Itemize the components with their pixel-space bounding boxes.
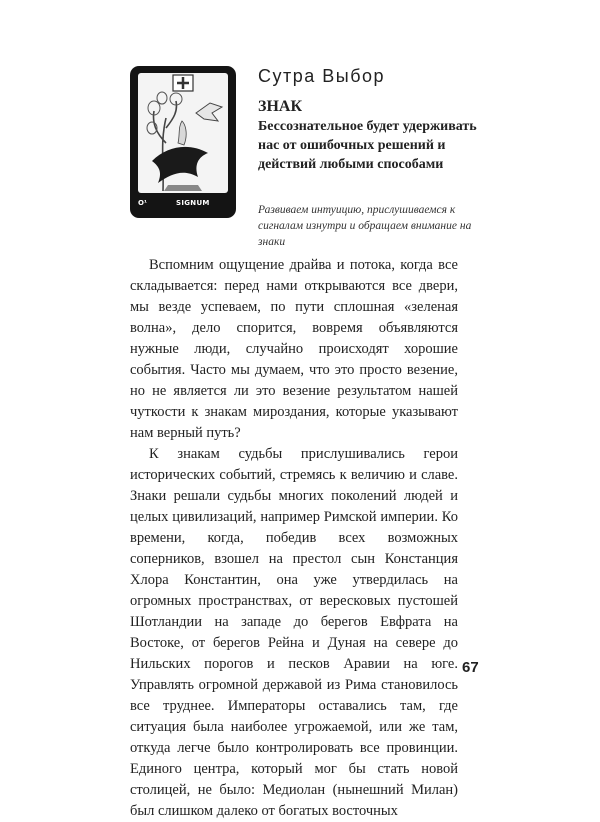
sign-title: ЗНАК bbox=[258, 98, 303, 115]
card-number: O¹ bbox=[138, 199, 148, 207]
sutra-title: Сутра Выбор bbox=[258, 66, 386, 86]
card-artwork bbox=[138, 73, 228, 193]
page-number: 67 bbox=[462, 659, 479, 676]
epigraph: Развиваем интуицию, прислушиваемся к сигналам изнутри и обращаем внимание на знаки bbox=[258, 204, 472, 248]
card-label: SIGNUM bbox=[176, 199, 210, 207]
tarot-card bbox=[130, 66, 236, 218]
sign-subtitle: Бессознательное будет удерживать нас от ошибочных решений и действий любыми способами bbox=[258, 119, 477, 172]
paragraph: Вспомним ощущение драйва и потока, когда все складывается: перед нами открываются все двери, мы везде успеваем, по пути сплошная «зеленая волна», дело спорится, вовремя объявляются нужные люди, случайно происходят хорошие события. Часто мы думаем, что это просто везение, но не является ли это везение результатом нашей чуткости к знакам мироздания, которые указывают нам верный путь? bbox=[130, 257, 458, 441]
paragraph: К знакам судьбы прислушивались герои исторических событий, стремясь к величию и славе. Знаки решали судьбы многих поколений людей и целых цивилизаций, например Римской империи. Ко времени, когда, победив всех возможных соперников, взошел на престол сын Констанция Хлора Константин, она уже утвердилась на огромных пространствах, от вересковых пустошей Шотландии на западе до берегов Евфрата на Востоке, от берегов Рейна и Дуная на севере до Нильских порогов и песков Аравии на юге. Управлять огромной державой из Рима становилось все труднее. Императоры оставались там, где ситуация была наиболее угрожаемой, или же там, откуда легче было контролировать все провинции. Единого центра, который мог бы стать новой столицей, не было: Медиолан (нынешний Милан) был слишком далеко от богатых восточных bbox=[130, 446, 458, 819]
card-illustration bbox=[138, 73, 228, 193]
body-text bbox=[130, 255, 458, 822]
